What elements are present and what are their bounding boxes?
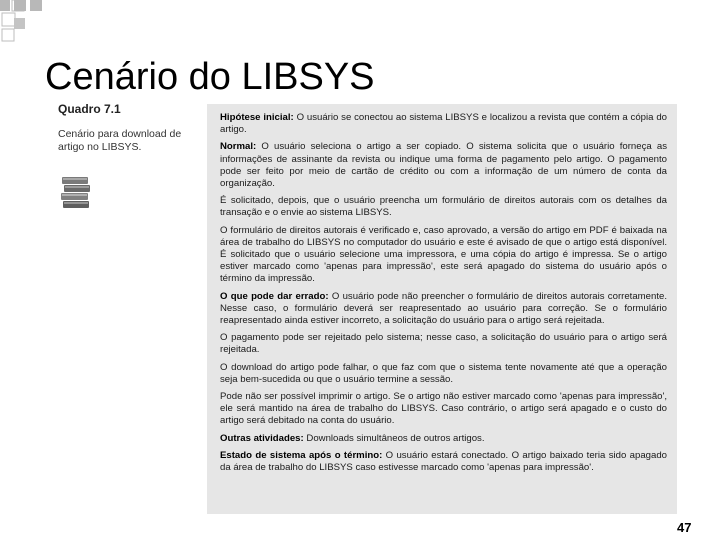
scenario-paragraph (220, 391, 667, 428)
scenario-paragraph (220, 225, 667, 286)
paragraph-text: O download do artigo pode falhar, o que faz com que o sistema tente novamente até que a operação seja bem-sucedida ou que o usuário termine a sessão. (220, 361, 667, 385)
corner-squares-decoration (0, 0, 720, 50)
paragraph-text: O pagamento pode ser rejeitado pelo sistema; nesse caso, a solicitação do usuário para o artigo será rejeitada. (220, 332, 667, 356)
paragraph-text: É solicitado, depois, que o usuário preencha um formulário de direitos autorais com os detalhes da transação e o envie ao sistema LIBSYS. (220, 195, 667, 219)
paragraph-text: O usuário estará conectado. O artigo baixado teria sido apagado da área de trabalho do LIBSYS caso estivesse marcado como 'apenas para impressão'. (220, 449, 667, 474)
paragraph-label: O que pode dar errado: (220, 290, 329, 302)
scenario-paragraph (220, 433, 667, 445)
sidebar-caption: Cenário para download de artigo no LIBSYS. (58, 128, 182, 153)
page-number: 47 (677, 520, 692, 535)
scenario-box (207, 104, 677, 514)
paragraph-text: Downloads simultâneos de outros artigos. (303, 432, 485, 444)
scenario-paragraph (220, 332, 667, 356)
paragraph-label: Normal: (220, 141, 257, 153)
paragraph-text: Pode não ser possível imprimir o artigo. Se o artigo não estiver marcado como 'apenas para impressão', ele será mantido na área de trabalho do LIBSYS. Caso contrário, o artigo será apagado e o custo do artigo será debitado na conta do usuário. (220, 391, 667, 427)
scenario-paragraph (220, 450, 667, 474)
stacked-books-icon (60, 174, 92, 210)
paragraph-label: Outras atividades: (220, 432, 304, 444)
scenario-paragraph (220, 195, 667, 219)
paragraph-text: O formulário de direitos autorais é verificado e, caso aprovado, a versão do artigo em PDF é baixada na área de trabalho do LIBSYS no computador do usuário e este é avisado de que o artigo está disponível. É solicitado que o usuário selecione uma impressora, e uma cópia do artigo é impressa. Se o artigo estiver marcado como 'apenas para impressão', este será apagado do sistema do usuário após o término da impressão. (220, 224, 667, 285)
scenario-paragraph (220, 362, 667, 386)
paragraph-label: Hipótese inicial: (220, 112, 294, 123)
paragraph-text: O usuário seleciona o artigo a ser copiado. O sistema solicita que o usuário forneça as informações de assinante da revista ou indique uma forma de pagamento pelo artigo. O pagamento pode ser feito por meio de cartão de crédito ou com a informação de um número de conta da organização. (220, 141, 667, 190)
scenario-paragraph (220, 112, 667, 136)
paragraph-label: Estado de sistema após o término: (220, 449, 383, 461)
scenario-paragraph (220, 291, 667, 328)
sidebar-heading: Quadro 7.1 (58, 102, 121, 116)
scenario-paragraph (220, 141, 667, 190)
paragraph-text: O usuário pode não preencher o formulário de direitos autorais corretamente. Nesse caso, o formulário deverá ser reapresentado ao usuário para correção. Se o formulário reapresentado ainda estiver incorreto, a solicitação do usuário para o artigo será rejeitada. (220, 290, 667, 327)
slide-title: Cenário do LIBSYS (45, 56, 375, 98)
sidebar (58, 102, 193, 154)
paragraph-text: O usuário se conectou ao sistema LIBSYS e localizou a revista que contém a cópia do artigo. (220, 112, 667, 136)
